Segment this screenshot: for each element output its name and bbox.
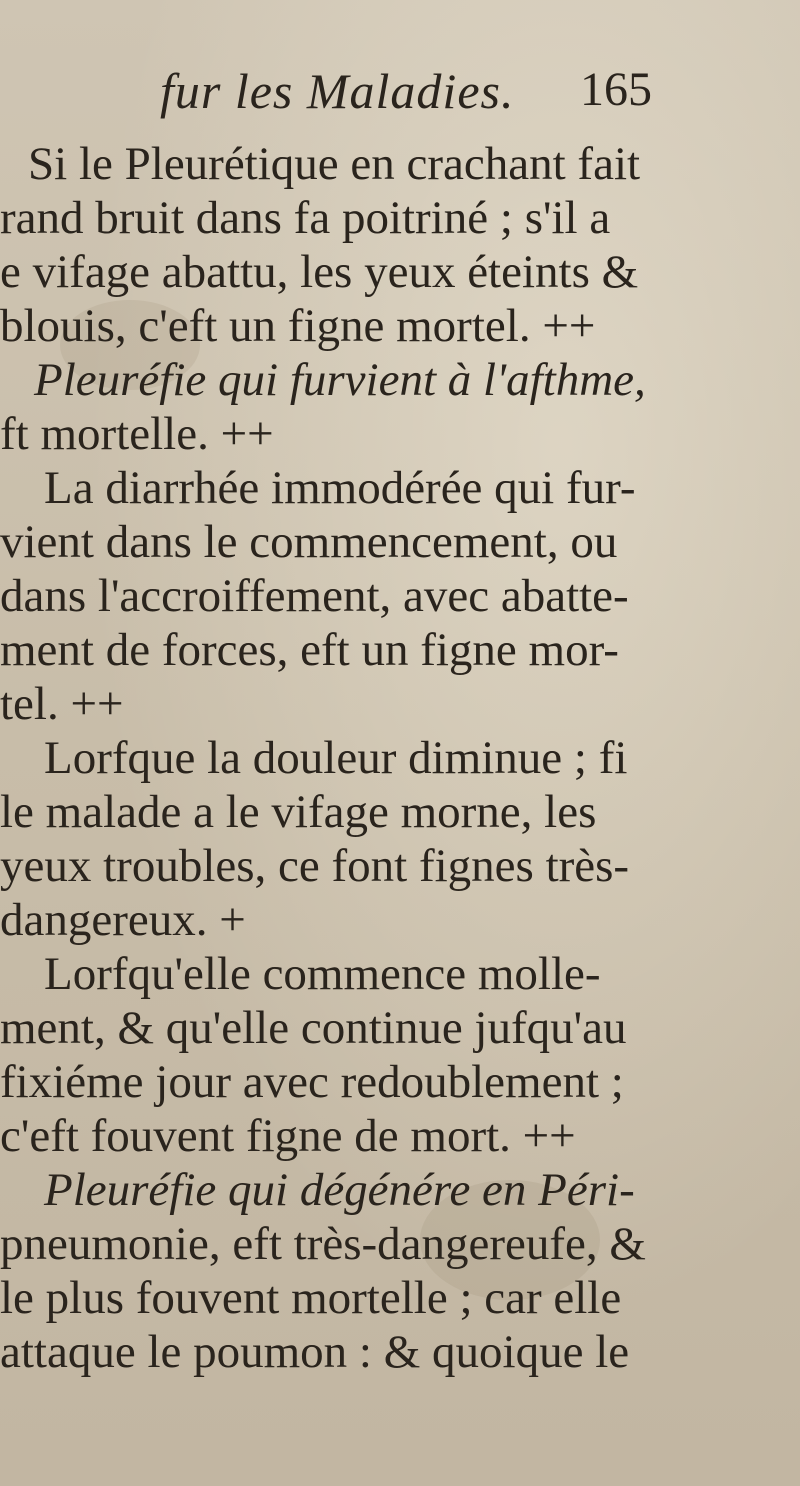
text-line: c'eft fouvent figne de mort. ++ xyxy=(0,1110,576,1162)
text-line: rand bruit dans fa poitriné ; s'il a xyxy=(0,192,611,244)
page-number: 165 xyxy=(580,63,652,116)
text-line: Lorfqu'elle commence molle- xyxy=(44,948,601,1000)
text-line: ment de forces, eft un figne mor- xyxy=(0,624,619,676)
text-line: e vifage abattu, les yeux éteints & xyxy=(0,246,639,298)
text-line: attaque le poumon : & quoique le xyxy=(0,1326,630,1378)
text-line: La diarrhée immodérée qui fur- xyxy=(44,462,636,514)
text-line: le plus fouvent mortelle ; car elle xyxy=(0,1272,622,1324)
text-line: tel. ++ xyxy=(0,678,124,730)
text-line: dangereux. + xyxy=(0,894,246,946)
text-line: Pleuréfie qui dégénére en Péri- xyxy=(44,1164,635,1216)
text-line: ft mortelle. ++ xyxy=(0,408,274,460)
text-line: Si le Pleurétique en crachant fait xyxy=(28,138,641,190)
text-line: le malade a le vifage morne, les xyxy=(0,786,597,838)
running-title: fur les Maladies. xyxy=(160,63,515,119)
text-line: ment, & qu'elle continue jufqu'au xyxy=(0,1002,627,1054)
text-line: pneumonie, eft très-dangereufe, & xyxy=(0,1218,646,1270)
text-line: fixiéme jour avec redoublement ; xyxy=(0,1056,624,1108)
text-line: blouis, c'eft un figne mortel. ++ xyxy=(0,300,596,352)
text-line: dans l'accroiffement, avec abatte- xyxy=(0,570,629,622)
text-line: Lorfque la douleur diminue ; fi xyxy=(44,732,628,784)
text-line: yeux troubles, ce font fignes très- xyxy=(0,840,630,892)
text-line: vient dans le commencement, ou xyxy=(0,516,618,568)
running-header xyxy=(160,62,660,132)
text-line: Pleuréfie qui furvient à l'afthme, xyxy=(34,354,646,406)
